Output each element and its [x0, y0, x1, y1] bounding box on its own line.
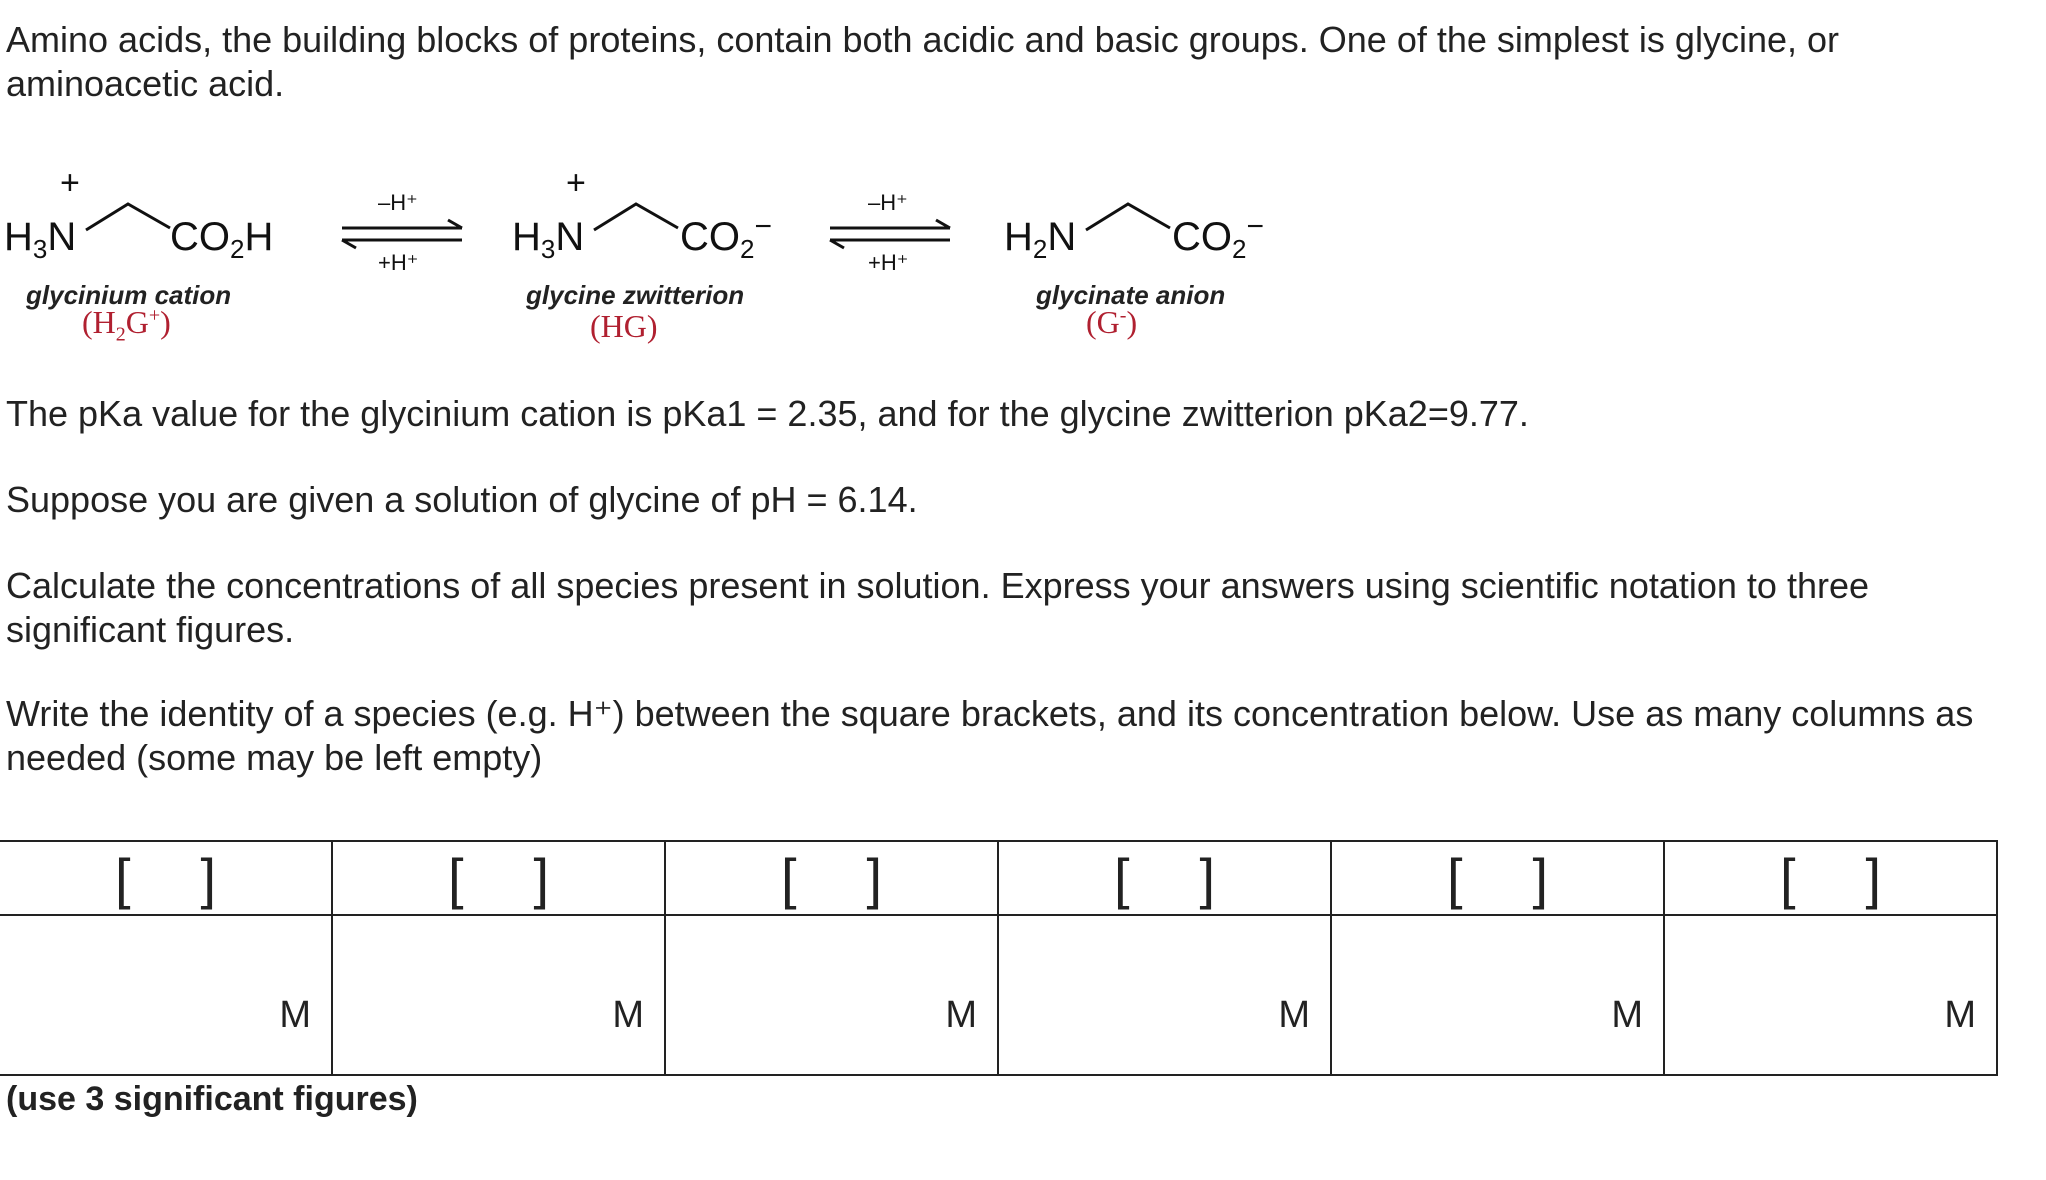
- species-cell-6[interactable]: [ ]: [1664, 841, 1997, 915]
- answer-table: [0, 840, 1998, 1076]
- concentration-row: [0, 915, 1997, 1075]
- answer-table-container: [0, 840, 1998, 1076]
- species-cell-3[interactable]: [ ]: [665, 841, 998, 915]
- equilibrium-arrow-2: [830, 190, 950, 275]
- svg-text:–H⁺: –H⁺: [868, 190, 908, 215]
- svg-text:+H⁺: +H⁺: [868, 250, 909, 275]
- species-row: [0, 841, 1997, 915]
- glycinium-structure: [4, 170, 273, 264]
- pka-text: The pKa value for the glycinium cation is pKa1 = 2.35, and for the glycine zwitterion pKa2=9.77.: [6, 393, 1529, 434]
- zwitterion-structure: [512, 170, 772, 264]
- glycinate-abbr: (G-): [1086, 304, 1138, 340]
- instruction-text: Write the identity of a species (e.g. H⁺) between the square brackets, and its concentration below. Use as many columns as needed (some may be left empty): [6, 693, 1974, 778]
- equilibrium-arrow-1: [342, 190, 462, 275]
- glycinate-structure: [1004, 204, 1264, 264]
- sig-fig-note: (use 3 significant figures): [6, 1080, 418, 1118]
- concentration-cell-6[interactable]: M: [1664, 915, 1997, 1075]
- concentration-cell-2[interactable]: M: [332, 915, 665, 1075]
- glycinate-label: glycinate anion: [1036, 280, 1226, 310]
- glycinium-label: glycinium cation: [26, 280, 232, 310]
- concentration-cell-4[interactable]: M: [998, 915, 1331, 1075]
- svg-text:+: +: [566, 170, 586, 202]
- concentration-cell-1[interactable]: M: [0, 915, 332, 1075]
- zwitterion-label: glycine zwitterion: [526, 280, 745, 310]
- reaction-drawing: [0, 170, 1400, 370]
- svg-text:–H⁺: –H⁺: [378, 190, 418, 215]
- species-cell-5[interactable]: [ ]: [1331, 841, 1664, 915]
- species-cell-2[interactable]: [ ]: [332, 841, 665, 915]
- concentration-cell-5[interactable]: M: [1331, 915, 1664, 1075]
- svg-text:+H⁺: +H⁺: [378, 250, 419, 275]
- svg-text:H2N: $H_2N$: [1004, 215, 1077, 264]
- svg-text:CO2−: $CO_2^-$: [680, 210, 772, 264]
- reaction-scheme: [0, 170, 1400, 370]
- calc-text: Calculate the concentrations of all species present in solution. Express your answers using scientific notation to three significant figures.: [6, 565, 1869, 650]
- species-cell-1[interactable]: [ ]: [0, 841, 332, 915]
- carboxyl-group-1: $CO_2H$: [170, 215, 274, 264]
- glycinium-abbr: $(H_2G^+)$: [82, 304, 171, 346]
- svg-text:CO2−: $CO_2^-$: [1172, 210, 1264, 264]
- ph-text: Suppose you are given a solution of glycine of pH = 6.14.: [6, 479, 918, 520]
- concentration-cell-3[interactable]: M: [665, 915, 998, 1075]
- charge-plus-1: +: [60, 170, 80, 202]
- species-cell-4[interactable]: [ ]: [998, 841, 1331, 915]
- zwitterion-abbr: (HG): [590, 308, 658, 344]
- svg-text:H3N: $H_3N$: [512, 215, 585, 264]
- amine-group-1: $H_3N$: [4, 215, 77, 264]
- intro-text: Amino acids, the building blocks of proteins, contain both acidic and basic groups. One of the simplest is glycine, or aminoacetic acid.: [6, 19, 1839, 104]
